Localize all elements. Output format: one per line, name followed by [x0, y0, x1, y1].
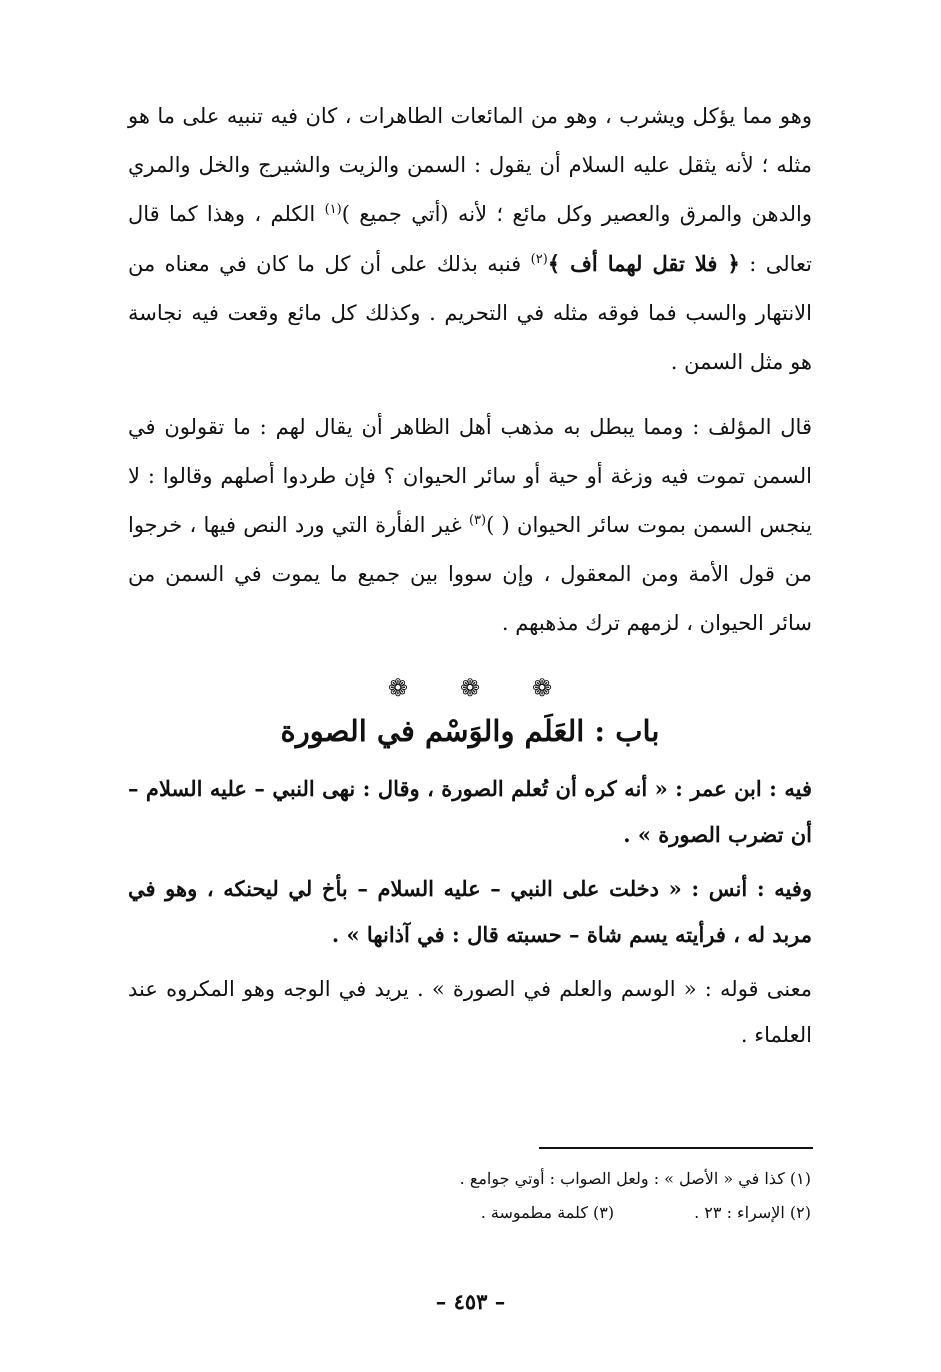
- page-number: – ٤٥٣ –: [435, 1289, 506, 1314]
- footnotes: [127, 1162, 811, 1230]
- paragraph-1-text-c: فنبه بذلك على أن كل ما كان في معناه من الانتهار والسب فما فوقه مثله في التحريم . وكذلك كل مائع وقعت فيه نجاسة هو مثل السمن .: [128, 252, 812, 374]
- paragraph-2-text-a: قال المؤلف : ومما يبطل به مذهب أهل الظاهر أن يقال لهم : ما تقولون في السمن تموت فيه وزغة أو حية أو سائر الحيوان ؟ فإن طردوا أصلهم وقالوا : لا ينجس السمن بموت سائر الحيوان ( ): [128, 415, 812, 537]
- section-separator: [128, 674, 812, 702]
- quran-verse: ﴿ فلا تقل لهما أف ﴾: [547, 251, 740, 276]
- footnote-2: (٢) الإسراء : ٢٣ .: [694, 1203, 811, 1222]
- separator-star-2: ❁: [459, 674, 481, 702]
- separator-star-3: ❁: [387, 674, 408, 702]
- chapter-title: باب : العَلَم والوَسْم في الصورة: [280, 714, 660, 748]
- paragraph-2: [128, 403, 812, 648]
- paragraph-1-text-b: الكلم ، وهذا كما قال تعالى :: [128, 202, 812, 276]
- footnote-marker-1: (١): [324, 202, 342, 217]
- footnote-1: (١) كذا في « الأصل » : ولعل الصواب : أوتي جوامع .: [459, 1169, 811, 1188]
- footnote-marker-3: (٣): [468, 513, 487, 528]
- paragraph-2-text-b: غير الفأرة التي ورد النص فيها ، خرجوا من قول الأمة ومن المعقول ، وإن سووا بين جميع ما يموت في السمن من سائر الحيوان ، لزمهم ترك مذهبهم .: [128, 513, 812, 635]
- hadith-ibn-umar: فيه : ابن عمر : « أنه كره أن تُعلم الصورة ، وقال : نهى النبي – عليه السلام – أن تضرب الصورة » .: [128, 776, 812, 847]
- footnote-3: (٣) كلمة مطموسة .: [480, 1203, 615, 1222]
- footnote-row-2: [127, 1196, 811, 1230]
- paragraph-1-text-a: وهو مما يؤكل ويشرب ، وهو من المائعات الطاهرات ، كان فيه تنبيه على ما هو مثله ؛ لأنه يثقل عليه السلام أن يقول : السمن والزيت والشيرج والخل والمري والدهن والمرق والعصير وكل مائع ؛ لأنه (أتي جميع ): [128, 104, 812, 226]
- separator-star-1: ❁: [532, 674, 553, 702]
- page-body: [128, 92, 812, 1058]
- paragraph-1: [128, 92, 812, 387]
- footnote-marker-2: (٢): [530, 252, 548, 267]
- commentary-paragraph: معنى قوله : « الوسم والعلم في الصورة » . يريد في الوجه وهو المكروه عند العلماء .: [128, 977, 812, 1047]
- footnote-divider: [539, 1147, 813, 1149]
- hadith-anas: وفيه : أنس : « دخلت على النبي – عليه السلام – بأخ لي ليحنكه ، وهو في مربد له ، فرأيته يسم شاة – حسبته قال : في آذانها » .: [128, 876, 812, 947]
